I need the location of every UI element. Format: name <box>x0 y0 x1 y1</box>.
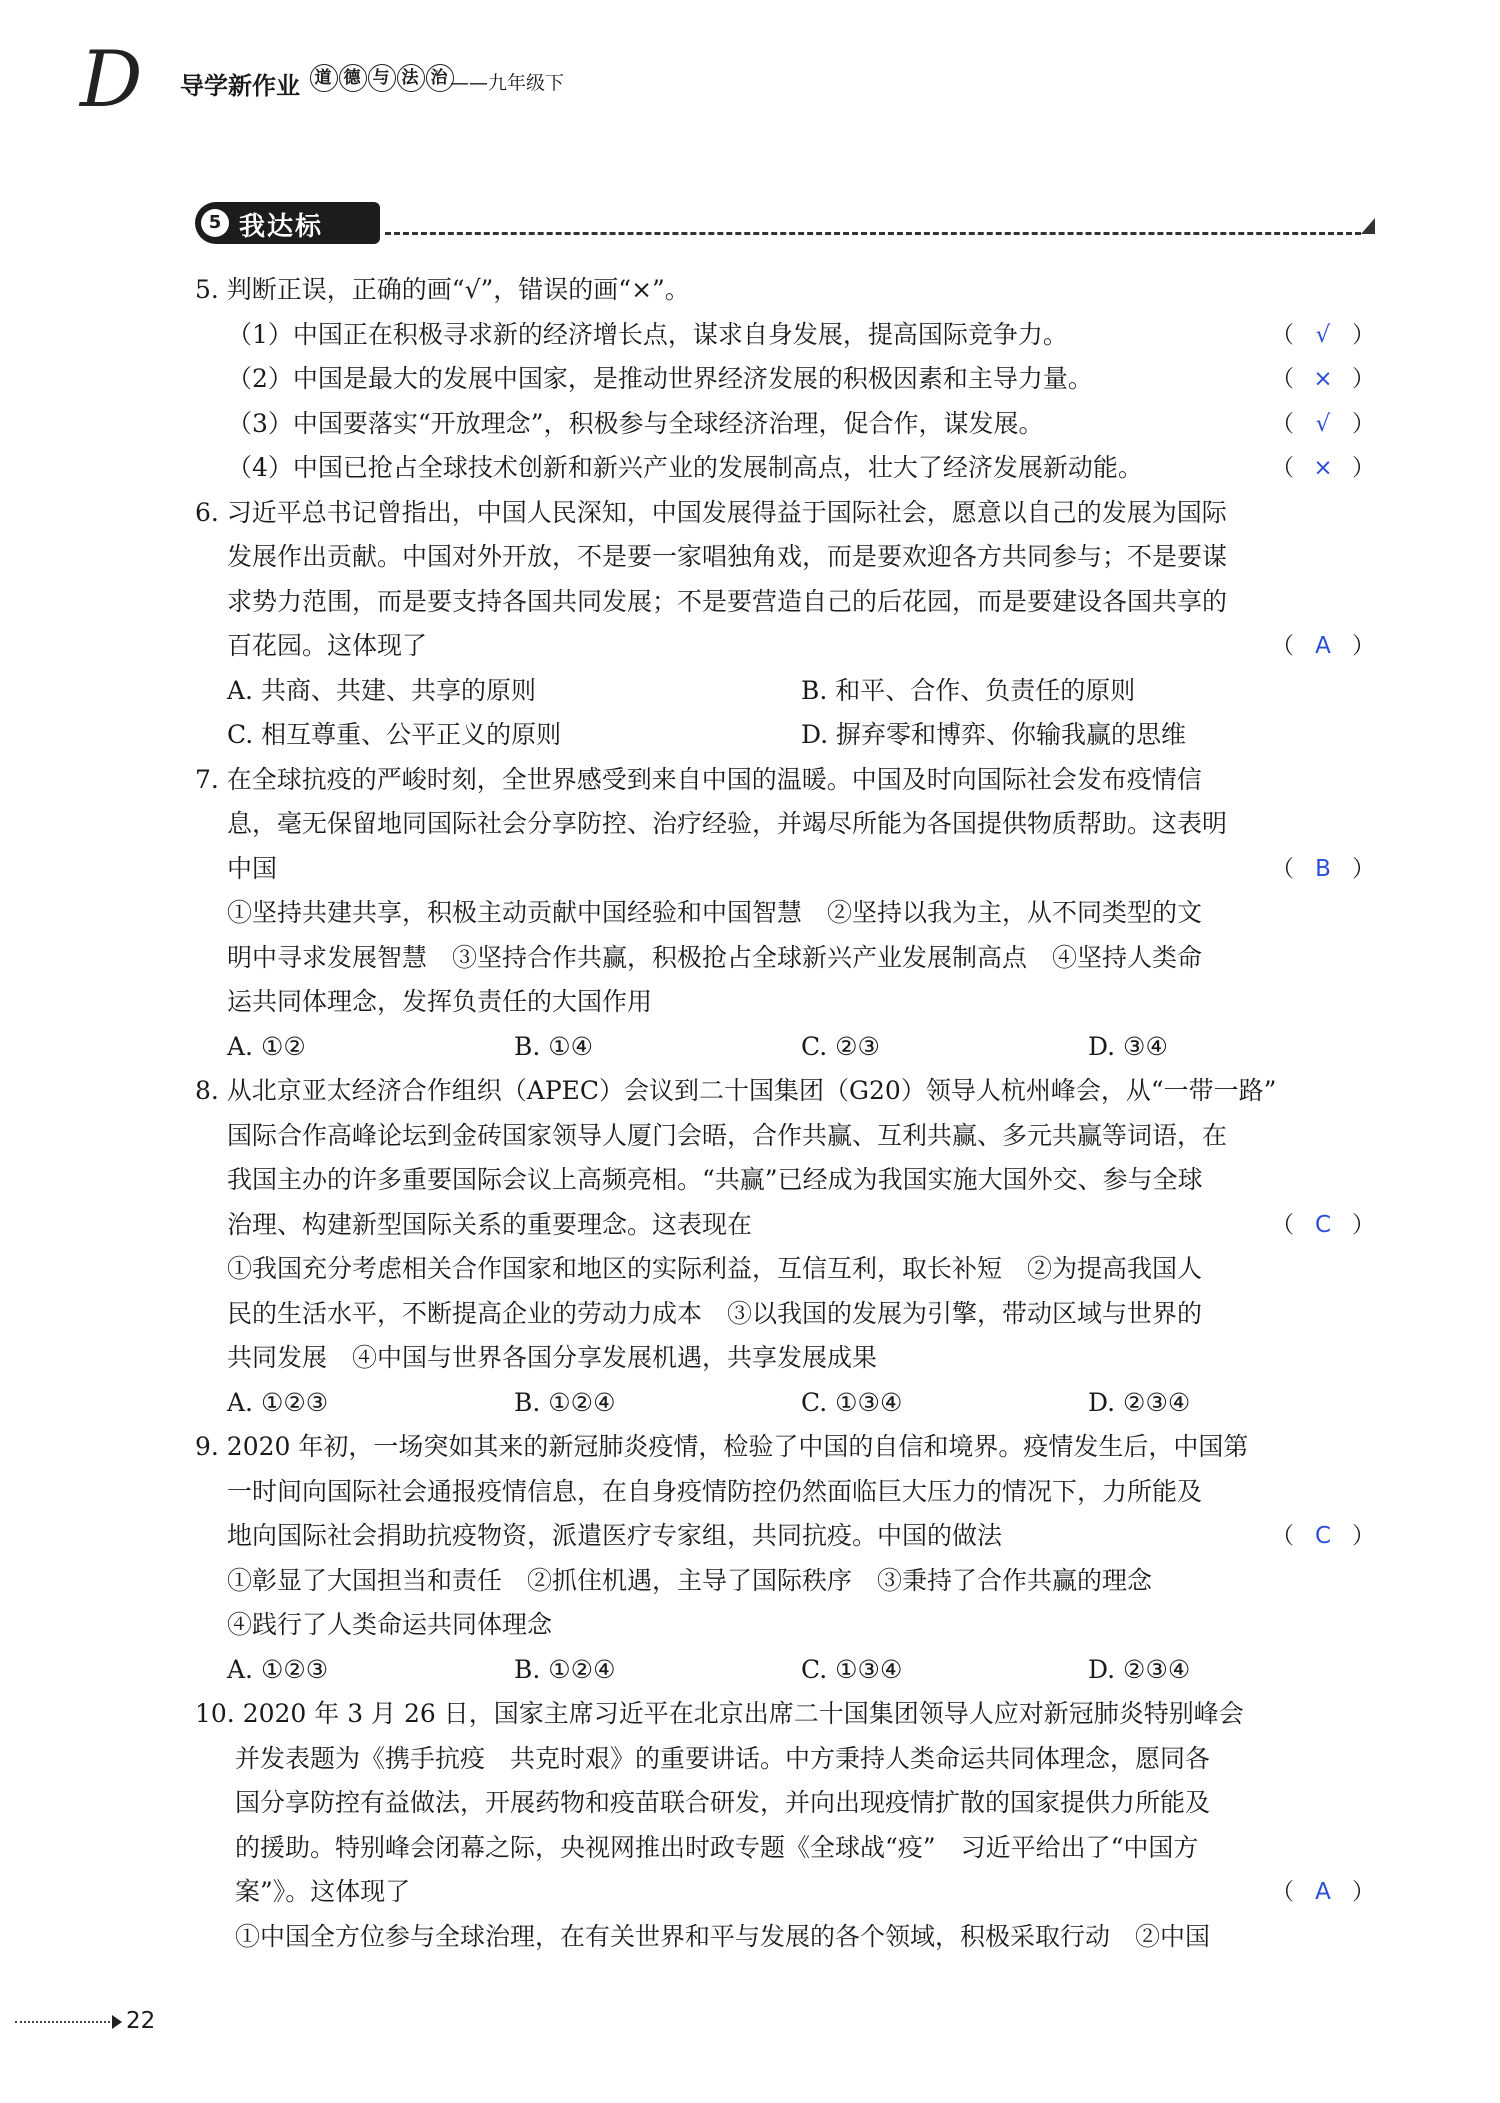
item-text: （2）中国是最大的发展中国家，是推动世界经济发展的积极因素和主导力量。 <box>227 364 1093 393</box>
line-text: 案”》。这体现了 <box>235 1877 411 1906</box>
question-10-statement: ①中国全方位参与全球治理，在有关世界和平与发展的各个领域，积极采取行动 ②中国 <box>235 1921 1211 1951</box>
item-text: （1）中国正在积极寻求新的经济增长点，谋求自身发展，提高国际竞争力。 <box>227 319 1068 349</box>
subject-char: 道 <box>310 64 338 92</box>
answer-box: （ × ） <box>1271 446 1375 491</box>
item-text: （3）中国要落实“开放理念”，积极参与全球经济治理，促合作，谋发展。 <box>227 408 1044 438</box>
section-tag <box>195 202 380 244</box>
option: B. 和平、合作、负责任的原则 <box>801 675 1136 705</box>
question-8-line: 8. 从北京亚太经济合作组织（APEC）会议到二十国集团（G20）领导人杭州峰会，从“一带一路” <box>195 1076 1277 1105</box>
question-5-item <box>195 313 1375 358</box>
answer-value: A <box>1315 1879 1331 1905</box>
subject-char: 与 <box>368 64 396 92</box>
answer-box: （ C ） <box>1271 1514 1375 1559</box>
section-number-icon: 5 <box>201 209 229 237</box>
line-text: 治理、构建新型国际关系的重要理念。这表现在 <box>227 1209 753 1239</box>
question-content <box>195 268 1375 1959</box>
question-5-item <box>195 357 1375 402</box>
question-7-line: 7. 在全球抗疫的严峻时刻，全世界感受到来自中国的温暖。中国及时向国际社会发布疫情信 <box>195 764 1202 794</box>
question-8-options <box>195 1381 1375 1426</box>
question-6-line: 求势力范围，而是要支持各国共同发展；不是要营造自己的后花园，而是要建设各国共享的 <box>227 586 1228 616</box>
option: A. ①②③ <box>227 1387 329 1417</box>
section-header <box>195 202 1375 248</box>
question-9-statement: ①彰显了大国担当和责任 ②抓住机遇，主导了国际秩序 ③秉持了合作共赢的理念 <box>227 1565 1153 1595</box>
answer-value: C <box>1314 1523 1332 1549</box>
question-9-options <box>195 1648 1375 1693</box>
option: B. ①④ <box>514 1031 594 1061</box>
answer-value: B <box>1315 855 1331 882</box>
option: A. ①②③ <box>227 1654 329 1684</box>
series-title: 导学新作业 <box>180 72 300 100</box>
option: C. ①③④ <box>801 1387 903 1417</box>
answer-value: C <box>1314 1211 1332 1238</box>
question-7-statement: 运共同体理念，发挥负责任的大国作用 <box>227 987 653 1016</box>
question-5-item <box>195 402 1375 447</box>
question-5-item <box>195 446 1375 491</box>
question-6-line: 发展作出贡献。中国对外开放，不是要一家唱独角戏，而是要欢迎各方共同参与；不是要谋 <box>227 542 1228 571</box>
question-8-line <box>195 1203 1375 1248</box>
option: D. ②③④ <box>1088 1387 1191 1417</box>
answer-box: （ A ） <box>1271 1870 1375 1915</box>
footer-dotted-line <box>15 2021 110 2023</box>
question-10-line <box>195 1870 1375 1915</box>
line-text: 地向国际社会捐助抗疫物资，派遣医疗专家组，共同抗疫。中国的做法 <box>227 1521 1003 1550</box>
option: C. 相互尊重、公平正义的原则 <box>227 720 562 749</box>
subject-title <box>310 64 455 92</box>
question-8-statement: 共同发展 ④中国与世界各国分享发展机遇，共享发展成果 <box>227 1343 878 1372</box>
question-10-line: 国分享防控有益做法，开展药物和疫苗联合研发，并向出现疫情扩散的国家提供力所能及 <box>235 1788 1211 1817</box>
series-logo: D <box>80 35 143 125</box>
option: A. ①② <box>227 1031 306 1061</box>
option: B. ①②④ <box>514 1387 616 1417</box>
line-text: 中国 <box>227 853 278 883</box>
question-8-statement: ①我国充分考虑相关合作国家和地区的实际利益，互信互利，取长补短 ②为提高我国人 <box>227 1254 1203 1283</box>
answer-box: （ C ） <box>1271 1203 1375 1248</box>
option: D. 摒弃零和博弈、你输我赢的思维 <box>801 720 1187 749</box>
grade-label: ——九年级下 <box>450 72 565 94</box>
answer-box: （ A ） <box>1271 624 1375 669</box>
question-7-options <box>195 1025 1375 1070</box>
question-10-line: 并发表题为《携手抗疫 共克时艰》的重要讲话。中方秉持人类命运共同体理念，愿同各 <box>235 1743 1211 1773</box>
option: D. ③④ <box>1088 1031 1168 1061</box>
section-title: 我达标 <box>239 212 324 242</box>
question-10-line: 的援助。特别峰会闭幕之际，央视网推出时政专题《全球战“疫” 习近平给出了“中国方 <box>235 1832 1199 1862</box>
question-9-line <box>195 1514 1375 1559</box>
answer-box: （ × ） <box>1271 357 1375 402</box>
answer-value: × <box>1313 455 1333 481</box>
item-text: （4）中国已抢占全球技术创新和新兴产业的发展制高点，壮大了经济发展新动能。 <box>227 453 1143 482</box>
footer-arrow-icon <box>112 2015 122 2029</box>
answer-value: √ <box>1315 410 1331 437</box>
question-6-options <box>195 713 1375 758</box>
question-9-statement: ④践行了人类命运共同体理念 <box>227 1610 553 1639</box>
answer-box: （ B ） <box>1271 847 1375 892</box>
subject-char: 德 <box>339 64 367 92</box>
page-number: 22 <box>126 2008 156 2034</box>
question-6-line: 6. 习近平总书记曾指出，中国人民深知，中国发展得益于国际社会，愿意以自己的发展为国际 <box>195 497 1227 527</box>
question-6-line <box>195 624 1375 669</box>
page-header <box>80 35 780 125</box>
option: A. 共商、共建、共享的原则 <box>227 675 536 705</box>
question-7-statement: 明中寻求发展智慧 ③坚持合作共赢，积极抢占全球新兴产业发展制高点 ④坚持人类命 <box>227 942 1203 972</box>
answer-box: （ √ ） <box>1271 402 1375 447</box>
question-5-stem: 5. 判断正误，正确的画“√”，错误的画“×”。 <box>195 275 690 304</box>
page-footer <box>15 2008 155 2034</box>
answer-value: A <box>1315 633 1331 659</box>
question-8-statement: 民的生活水平，不断提高企业的劳动力成本 ③以我国的发展为引擎，带动区域与世界的 <box>227 1298 1203 1328</box>
question-9-line: 一时间向国际社会通报疫情信息，在自身疫情防控仍然面临巨大压力的情况下，力所能及 <box>227 1476 1203 1506</box>
question-7-line <box>195 847 1375 892</box>
answer-value: × <box>1313 366 1333 392</box>
question-6-options <box>195 669 1375 714</box>
option: C. ①③④ <box>801 1654 903 1684</box>
option: B. ①②④ <box>514 1654 616 1684</box>
answer-box: （ √ ） <box>1271 313 1375 358</box>
answer-value: √ <box>1315 321 1331 348</box>
question-8-line: 国际合作高峰论坛到金砖国家领导人厦门会晤，合作共赢、互利共赢、多元共赢等词语，在 <box>227 1120 1228 1150</box>
question-9-line: 9. 2020 年初，一场突如其来的新冠肺炎疫情，检验了中国的自信和境界。疫情发生后，中国第 <box>195 1432 1249 1461</box>
option: C. ②③ <box>801 1031 880 1061</box>
question-7-line: 息，毫无保留地同国际社会分享防控、治疗经验，并竭尽所能为各国提供物质帮助。这表明 <box>227 809 1228 838</box>
line-text: 百花园。这体现了 <box>227 631 428 660</box>
section-divider <box>385 232 1361 235</box>
subject-char: 治 <box>426 64 454 92</box>
question-8-line: 我国主办的许多重要国际会议上高频亮相。“共赢”已经成为我国实施大国外交、参与全球 <box>227 1165 1203 1194</box>
question-7-statement: ①坚持共建共享，积极主动贡献中国经验和中国智慧 ②坚持以我为主，从不同类型的文 <box>227 898 1203 927</box>
section-end-triangle-icon <box>1361 218 1375 234</box>
option: D. ②③④ <box>1088 1654 1191 1684</box>
subject-char: 法 <box>397 64 425 92</box>
question-10-line: 10. 2020 年 3 月 26 日，国家主席习近平在北京出席二十国集团领导人应对新冠肺炎特别峰会 <box>195 1699 1244 1728</box>
